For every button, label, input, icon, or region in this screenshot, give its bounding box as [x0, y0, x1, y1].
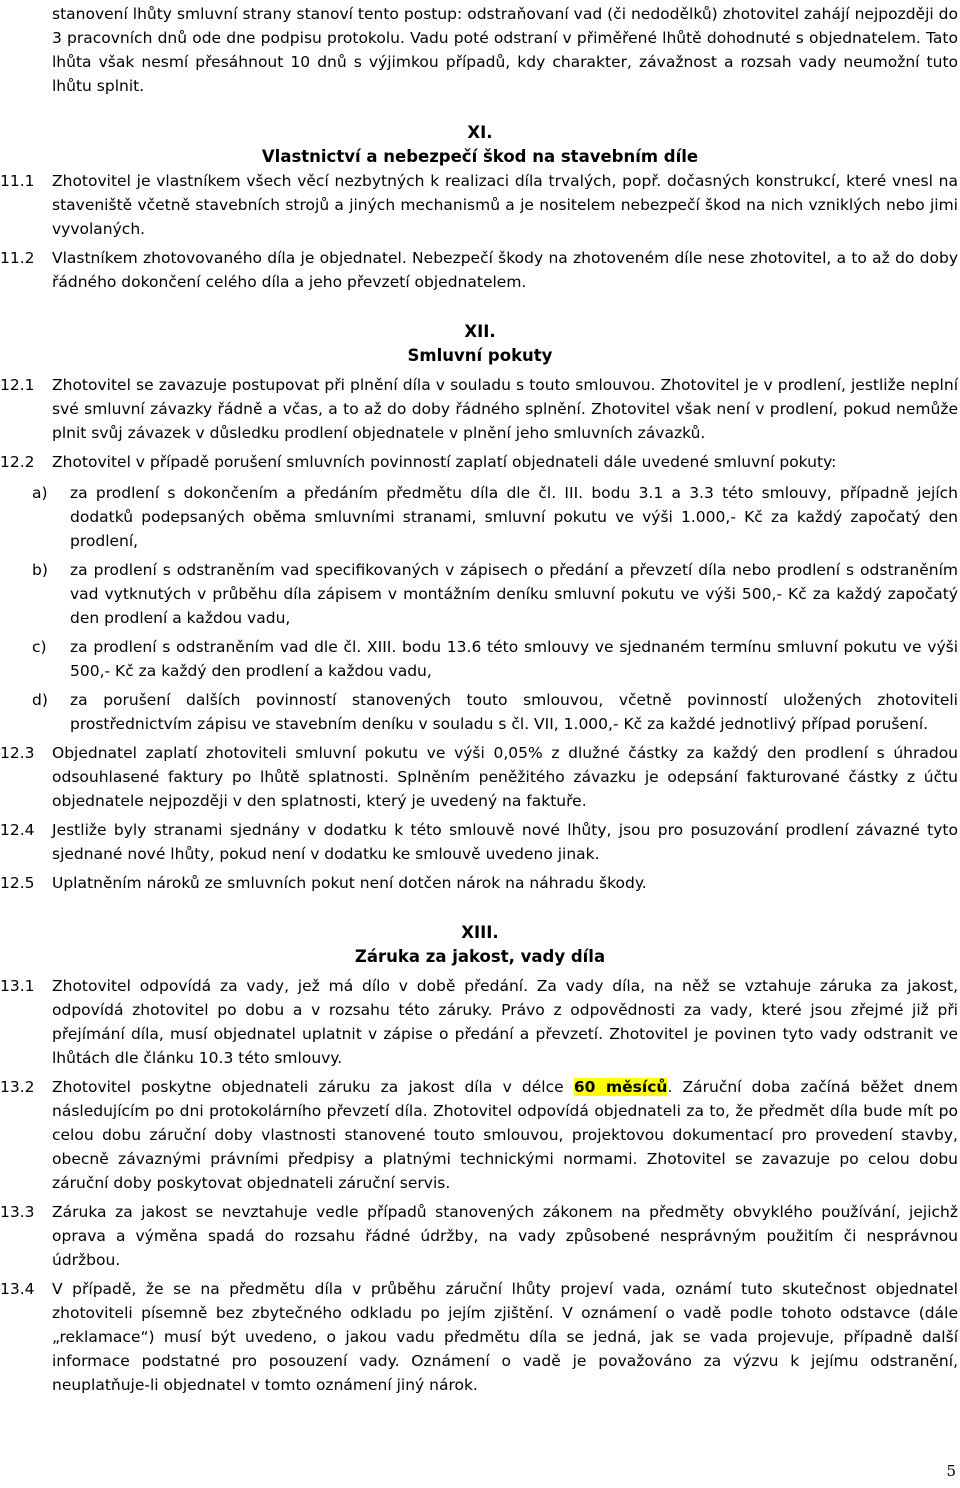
section-12-title: Smluvní pokuty — [407, 346, 553, 365]
item-text: za prodlení s odstraněním vad dle čl. XIII. bodu 13.6 této smlouvy ve sjednaném termínu smluvní pokutu ve výši 500,- Kč za každý den prodlení a každou vadu, — [70, 638, 958, 680]
clause-13-2 — [0, 1075, 960, 1195]
clause-text: Zhotovitel je vlastníkem všech věcí nezbytných k realizaci díla trvalých, popř. dočasných konstrukcí, které vnesl na staveniště včetně stavebních strojů a jiných mechanismů a je nositelem nebezpečí škod na nich vzniklých nebo jimi vyvolaných. — [52, 172, 958, 238]
item-text: za prodlení s odstraněním vad specifikovaných v zápisech o předání a převzetí díla nebo prodlení s odstraněním vad vytknutých v průběhu díla zápisem v montážním deníku smluvní pokutu ve výši 500,- Kč za každý započatý den prodlení a každou vadu, — [70, 561, 958, 627]
clause-11-2 — [0, 246, 960, 294]
clause-12-2 — [0, 450, 960, 474]
penalty-item-a — [0, 481, 960, 553]
penalty-item-c — [0, 635, 960, 683]
clause-text-end: . Záruční doba začíná běžet dnem následujícím po dni protokolárního převzetí díla. Zhotovitel odpovídá objednateli za to, že předmět díla bude mít po celou dobu záruční doby vlastnosti stanovené touto smlouvou, projektovou dokumentací pro provedení stavby, obecně závaznými právními předpisy a platnými technickými normami. Zhotovitel se zavazuje po celou dobu záruční doby poskytovat objednateli záruční servis. — [52, 1078, 958, 1192]
clause-number: 11.1 — [0, 172, 35, 190]
item-letter: c) — [32, 638, 47, 656]
clause-13-1 — [0, 974, 960, 1070]
clause-number: 11.2 — [0, 249, 35, 267]
page-number: 5 — [946, 1462, 956, 1480]
clause-number: 12.5 — [0, 874, 35, 892]
clause-number: 12.2 — [0, 453, 35, 471]
clause-12-5 — [0, 871, 960, 895]
clause-11-1 — [0, 169, 960, 241]
clause-text-start: Zhotovitel poskytne objednateli záruku za jakost díla v délce — [52, 1078, 574, 1096]
section-12-number: XII. — [464, 322, 496, 341]
clause-text: Záruka za jakost se nevztahuje vedle případů stanovených zákonem na předměty obvyklého používání, jejichž oprava a výměna spadá do rozsahu řádné údržby, na vady způsobené nesprávným použitím či nesprávnou údržbou. — [52, 1203, 958, 1269]
clause-text: Zhotovitel v případě porušení smluvních povinností zaplatí objednateli dále uvedené smluvní pokuty: — [52, 453, 837, 471]
item-letter: d) — [32, 691, 48, 709]
warranty-period-highlight: 60 měsíců — [573, 1078, 668, 1096]
item-text: za porušení dalších povinností stanovených touto smlouvou, včetně povinností uložených zhotoviteli prostřednictvím zápisu ve stavebním deníku v souladu s čl. VII, 1.000,- Kč za každé jednotlivý případ porušení. — [70, 691, 958, 733]
section-11-title: Vlastnictví a nebezpečí škod na stavebním díle — [261, 147, 699, 166]
penalty-item-b — [0, 558, 960, 630]
item-text: za prodlení s dokončením a předáním předmětu díla dle čl. III. bodu 3.1 a 3.3 této smlouvy, případně jejích dodatků podepsaných oběma smluvními stranami, smluvní pokutu ve výši 1.000,- Kč za každý započatý den prodlení, — [70, 484, 958, 550]
clause-number: 13.4 — [0, 1280, 35, 1298]
clause-13-3 — [0, 1200, 960, 1272]
clause-12-3 — [0, 741, 960, 813]
clause-text: Zhotovitel se zavazuje postupovat při plnění díla v souladu s touto smlouvou. Zhotovitel je v prodlení, jestliže neplní své smluvní závazky řádně a včas, a to až do doby řádného splnění. Zhotovitel však není v prodlení, pokud nemůže plnit svůj závazek v důsledku prodlení objednatele v plnění jeho smluvních závazků. — [52, 376, 958, 442]
intro-paragraph: stanovení lhůty smluvní strany stanoví tento postup: odstraňovaní vad (či nedodělků) zhotovitel zahájí nejpozději do 3 pracovních dnů ode dne podpisu protokolu. Vadu poté odstraní v přiměřené lhůtě dohodnuté s objednatelem. Tato lhůta však nesmí přesáhnout 10 dnů s výjimkou případů, kdy charakter, závažnost a rozsah vady neumožní tuto lhůtu splnit. — [52, 5, 958, 95]
clause-number: 12.3 — [0, 744, 35, 762]
section-13-number: XIII. — [461, 923, 499, 942]
clause-number: 12.4 — [0, 821, 35, 839]
clause-text: Jestliže byly stranami sjednány v dodatku k této smlouvě nové lhůty, jsou pro posuzování prodlení závazné tyto sjednané nové lhůty, pokud není v dodatku ke smlouvě uvedeno jinak. — [52, 821, 958, 863]
section-11-number: XI. — [467, 123, 493, 142]
penalty-item-d — [0, 688, 960, 736]
clause-text: Zhotovitel odpovídá za vady, jež má dílo v době předání. Za vady díla, na něž se vztahuje záruka za jakost, odpovídá zhotovitel po dobu a v rozsahu této záruky. Právo z odpovědnosti za vady, které jsou zřejmé již při přejímání díla, musí objednatel uplatnit v zápise o předání a převzetí. Zhotovitel je povinen tyto vady odstranit ve lhůtách dle článku 10.3 této smlouvy. — [52, 977, 958, 1067]
clause-13-4 — [0, 1277, 960, 1397]
clause-12-4 — [0, 818, 960, 866]
clause-12-1 — [0, 373, 960, 445]
item-letter: a) — [32, 484, 48, 502]
clause-text: Uplatněním nároků ze smluvních pokut není dotčen nárok na náhradu škody. — [52, 874, 647, 892]
clause-text: Vlastníkem zhotovovaného díla je objednatel. Nebezpečí škody na zhotoveném díle nese zhotovitel, a to až do doby řádného dokončení celého díla a jeho převzetí objednatelem. — [52, 249, 958, 291]
clause-text: Objednatel zaplatí zhotoviteli smluvní pokutu ve výši 0,05% z dlužné částky za každý den prodlení s úhradou odsouhlasené faktury po lhůtě splatnosti. Splněním peněžitého závazku je odepsání fakturované částky z účtu objednatele nejpozději v den splatnosti, který je uvedený na faktuře. — [52, 744, 958, 810]
section-13-title: Záruka za jakost, vady díla — [354, 947, 606, 966]
clause-number: 13.1 — [0, 977, 35, 995]
clause-text: V případě, že se na předmětu díla v průběhu záruční lhůty projeví vada, oznámí tuto skutečnost objednatel zhotoviteli písemně bez zbytečného odkladu po jejím zjištění. V oznámení o vadě podle tohoto odstavce (dále „reklamace“) musí být uvedeno, o jakou vadu předmětu díla se jedná, jak se vada projevuje, případně další informace podstatné pro posouzení vady. Oznámení o vadě je považováno za výzvu k jejímu odstranění, neuplatňuje-li objednatel v tomto oznámení jiný nárok. — [52, 1280, 958, 1394]
clause-number: 12.1 — [0, 376, 35, 394]
clause-number: 13.3 — [0, 1203, 35, 1221]
clause-number: 13.2 — [0, 1078, 35, 1096]
item-letter: b) — [32, 561, 48, 579]
